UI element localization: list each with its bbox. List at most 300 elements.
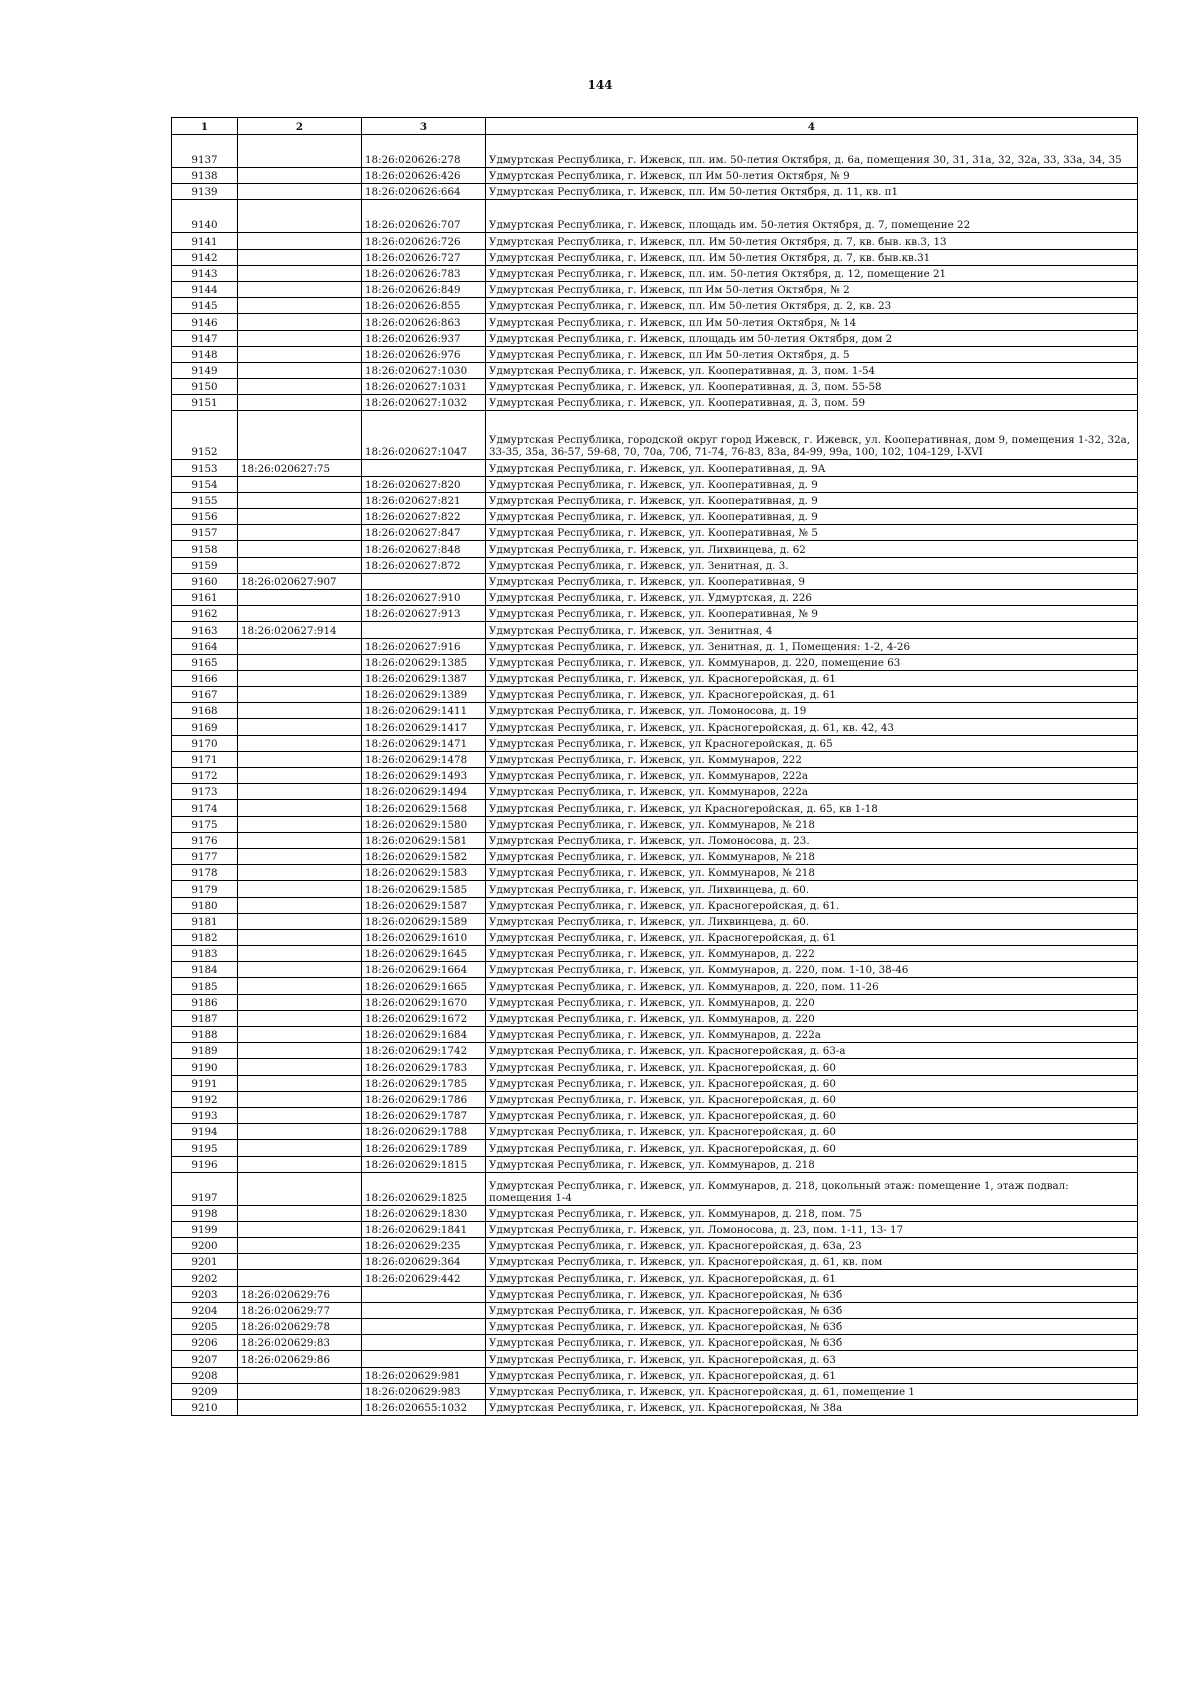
parcel-number-cell [238, 719, 362, 735]
row-number-cell: 9155 [172, 492, 238, 508]
table-row [172, 865, 1138, 881]
parcel-number-cell [238, 800, 362, 816]
cadastral-number-cell: 18:26:020627:821 [362, 492, 486, 508]
row-number-cell: 9182 [172, 929, 238, 945]
cadastral-number-cell [362, 1319, 486, 1335]
cadastral-number-cell [362, 1302, 486, 1318]
parcel-number-cell [238, 994, 362, 1010]
table-row [172, 881, 1138, 897]
row-number-cell: 9174 [172, 800, 238, 816]
cadastral-number-cell: 18:26:020629:442 [362, 1270, 486, 1286]
row-number-cell: 9202 [172, 1270, 238, 1286]
parcel-number-cell [238, 1238, 362, 1254]
address-cell: Удмуртская Республика, г. Ижевск, ул. Красногеройская, д. 60 [486, 1091, 1138, 1107]
address-cell: Удмуртская Республика, г. Ижевск, ул. Кооперативная, д. 3, пом. 59 [486, 395, 1138, 411]
parcel-number-cell [238, 379, 362, 395]
cadastral-number-cell: 18:26:020629:1787 [362, 1107, 486, 1123]
address-cell: Удмуртская Республика, г. Ижевск, ул. Коммунаров, 222а [486, 784, 1138, 800]
cadastral-number-cell: 18:26:020629:1493 [362, 768, 486, 784]
cadastral-number-cell: 18:26:020629:364 [362, 1254, 486, 1270]
cadastral-number-cell: 18:26:020629:1664 [362, 962, 486, 978]
parcel-number-cell [238, 314, 362, 330]
cadastral-number-cell: 18:26:020629:1582 [362, 848, 486, 864]
table-row [172, 832, 1138, 848]
address-cell: Удмуртская Республика, г. Ижевск, ул. Красногеройская, № 63б [486, 1335, 1138, 1351]
address-cell: Удмуртская Республика, г. Ижевск, пл. им. 50-летия Октября, д. 12, помещение 21 [486, 265, 1138, 281]
table-row [172, 379, 1138, 395]
cadastral-number-cell: 18:26:020629:1684 [362, 1027, 486, 1043]
parcel-number-cell [238, 184, 362, 200]
address-cell: Удмуртская Республика, г. Ижевск, ул. Красногеройская, д. 63-а [486, 1043, 1138, 1059]
row-number-cell: 9187 [172, 1010, 238, 1026]
cadastral-number-cell: 18:26:020629:1825 [362, 1172, 486, 1205]
address-cell: Удмуртская Республика, г. Ижевск, площадь им. 50-летия Октября, д. 7, помещение 22 [486, 200, 1138, 233]
parcel-number-cell [238, 1107, 362, 1123]
row-number-cell: 9196 [172, 1156, 238, 1172]
parcel-number-cell [238, 541, 362, 557]
parcel-number-cell [238, 362, 362, 378]
cadastral-number-cell: 18:26:020629:1478 [362, 751, 486, 767]
address-cell: Удмуртская Республика, г. Ижевск, ул. Красногеройская, № 63б [486, 1302, 1138, 1318]
parcel-number-cell [238, 816, 362, 832]
table-row [172, 1075, 1138, 1091]
row-number-cell: 9200 [172, 1238, 238, 1254]
table-row [172, 330, 1138, 346]
address-cell: Удмуртская Республика, г. Ижевск, ул. Красногеройская, д. 61, помещение 1 [486, 1383, 1138, 1399]
parcel-number-cell [238, 784, 362, 800]
address-cell: Удмуртская Республика, г. Ижевск, ул. Красногеройская, д. 63 [486, 1351, 1138, 1367]
table-body [172, 135, 1138, 1416]
parcel-number-cell [238, 1140, 362, 1156]
row-number-cell: 9170 [172, 735, 238, 751]
parcel-number-cell [238, 897, 362, 913]
parcel-number-cell [238, 298, 362, 314]
address-cell: Удмуртская Республика, г. Ижевск, ул. Коммунаров, д. 222а [486, 1027, 1138, 1043]
table-row [172, 1302, 1138, 1318]
cadastral-number-cell: 18:26:020627:820 [362, 476, 486, 492]
parcel-number-cell [238, 1156, 362, 1172]
table-row [172, 1027, 1138, 1043]
cadastral-number-cell: 18:26:020629:1385 [362, 654, 486, 670]
address-cell: Удмуртская Республика, г. Ижевск, ул. Лихвинцева, д. 60. [486, 913, 1138, 929]
cadastral-number-cell: 18:26:020629:1417 [362, 719, 486, 735]
parcel-number-cell [238, 703, 362, 719]
address-cell: Удмуртская Республика, г. Ижевск, ул. Коммунаров, д. 220 [486, 1010, 1138, 1026]
cadastral-number-cell [362, 1351, 486, 1367]
table-row [172, 1091, 1138, 1107]
table-row [172, 557, 1138, 573]
address-cell: Удмуртская Республика, г. Ижевск, ул. Ломоносова, д. 19 [486, 703, 1138, 719]
cadastral-number-cell: 18:26:020629:983 [362, 1383, 486, 1399]
row-number-cell: 9158 [172, 541, 238, 557]
cadastral-number-cell: 18:26:020629:981 [362, 1367, 486, 1383]
address-cell: Удмуртская Республика, г. Ижевск, пл Им 50-летия Октября, № 14 [486, 314, 1138, 330]
cadastral-number-cell [362, 1286, 486, 1302]
table-row [172, 525, 1138, 541]
parcel-number-cell [238, 135, 362, 168]
address-cell: Удмуртская Республика, г. Ижевск, ул. Красногеройская, д. 60 [486, 1107, 1138, 1123]
cadastral-number-cell: 18:26:020626:707 [362, 200, 486, 233]
address-cell: Удмуртская Республика, г. Ижевск, ул. Красногеройская, д. 61, кв. пом [486, 1254, 1138, 1270]
row-number-cell: 9165 [172, 654, 238, 670]
parcel-number-cell [238, 265, 362, 281]
address-cell: Удмуртская Республика, г. Ижевск, ул. Кооперативная, д. 9 [486, 492, 1138, 508]
address-cell: Удмуртская Республика, г. Ижевск, ул. Красногеройская, д. 60 [486, 1140, 1138, 1156]
parcel-number-cell [238, 233, 362, 249]
row-number-cell: 9210 [172, 1399, 238, 1415]
table-row [172, 281, 1138, 297]
row-number-cell: 9189 [172, 1043, 238, 1059]
parcel-number-cell [238, 962, 362, 978]
row-number-cell: 9206 [172, 1335, 238, 1351]
row-number-cell: 9160 [172, 573, 238, 589]
column-header-3: 3 [362, 118, 486, 135]
row-number-cell: 9150 [172, 379, 238, 395]
cadastral-number-cell: 18:26:020629:1742 [362, 1043, 486, 1059]
row-number-cell: 9140 [172, 200, 238, 233]
cadastral-number-cell: 18:26:020629:1471 [362, 735, 486, 751]
address-cell: Удмуртская Республика, г. Ижевск, площадь им 50-летия Октября, дом 2 [486, 330, 1138, 346]
address-cell: Удмуртская Республика, г. Ижевск, ул. Коммунаров, д. 222 [486, 946, 1138, 962]
row-number-cell: 9144 [172, 281, 238, 297]
parcel-number-cell [238, 1059, 362, 1075]
cadastral-number-cell: 18:26:020629:1788 [362, 1124, 486, 1140]
address-cell: Удмуртская Республика, г. Ижевск, ул. Кооперативная, д. 9 [486, 476, 1138, 492]
row-number-cell: 9207 [172, 1351, 238, 1367]
table-row [172, 751, 1138, 767]
table-row [172, 314, 1138, 330]
address-cell: Удмуртская Республика, г. Ижевск, ул. Красногеройская, д. 61 [486, 1367, 1138, 1383]
address-cell: Удмуртская Республика, г. Ижевск, ул. Коммунаров, 222а [486, 768, 1138, 784]
parcel-number-cell: 18:26:020629:76 [238, 1286, 362, 1302]
address-cell: Удмуртская Республика, г. Ижевск, ул. Красногеройская, д. 61, кв. 42, 43 [486, 719, 1138, 735]
parcel-number-cell [238, 1383, 362, 1399]
parcel-number-cell [238, 168, 362, 184]
cadastral-number-cell: 18:26:020629:1411 [362, 703, 486, 719]
table-row [172, 395, 1138, 411]
page-number: 144 [587, 78, 613, 92]
table-row [172, 1383, 1138, 1399]
table-row [172, 1351, 1138, 1367]
address-cell: Удмуртская Республика, г. Ижевск, ул. Ломоносова, д. 23, пом. 1-11, 13- 17 [486, 1221, 1138, 1237]
parcel-number-cell [238, 751, 362, 767]
row-number-cell: 9167 [172, 687, 238, 703]
cadastral-number-cell: 18:26:020626:783 [362, 265, 486, 281]
cadastral-number-cell: 18:26:020627:1031 [362, 379, 486, 395]
table-row [172, 848, 1138, 864]
table-row [172, 541, 1138, 557]
parcel-number-cell [238, 1091, 362, 1107]
parcel-number-cell [238, 1254, 362, 1270]
cadastral-number-cell: 18:26:020629:1610 [362, 929, 486, 945]
cadastral-number-cell: 18:26:020627:847 [362, 525, 486, 541]
row-number-cell: 9186 [172, 994, 238, 1010]
table-row [172, 200, 1138, 233]
address-cell: Удмуртская Республика, г. Ижевск, ул. Кооперативная, 9 [486, 573, 1138, 589]
address-cell: Удмуртская Республика, городской округ город Ижевск, г. Ижевск, ул. Кооперативная, дом 9, помещения 1-32, 32а, 33-35, 35а, 36-57, 59-68, 70, 70а, 70б, 71-74, 76-83, 83а, 84-99, 99а, 100, 102, 104-129, I-XVI [486, 411, 1138, 460]
table-row [172, 298, 1138, 314]
parcel-number-cell [238, 946, 362, 962]
table-row [172, 1124, 1138, 1140]
table-row [172, 1172, 1138, 1205]
cadastral-number-cell: 18:26:020629:1389 [362, 687, 486, 703]
row-number-cell: 9162 [172, 606, 238, 622]
address-cell: Удмуртская Республика, г. Ижевск, ул. Коммунаров, № 218 [486, 816, 1138, 832]
row-number-cell: 9141 [172, 233, 238, 249]
address-cell: Удмуртская Республика, г. Ижевск, ул. Кооперативная, д. 9 [486, 509, 1138, 525]
cadastral-number-cell: 18:26:020629:1786 [362, 1091, 486, 1107]
parcel-number-cell: 18:26:020629:83 [238, 1335, 362, 1351]
table-row [172, 1335, 1138, 1351]
row-number-cell: 9151 [172, 395, 238, 411]
address-cell: Удмуртская Республика, г. Ижевск, ул. Коммунаров, д. 220, пом. 1-10, 38-46 [486, 962, 1138, 978]
parcel-number-cell [238, 768, 362, 784]
parcel-number-cell [238, 281, 362, 297]
row-number-cell: 9179 [172, 881, 238, 897]
cadastral-number-cell: 18:26:020629:1815 [362, 1156, 486, 1172]
parcel-number-cell [238, 638, 362, 654]
address-cell: Удмуртская Республика, г. Ижевск, ул. Ломоносова, д. 23. [486, 832, 1138, 848]
row-number-cell: 9181 [172, 913, 238, 929]
address-cell: Удмуртская Республика, г. Ижевск, ул. Удмуртская, д. 226 [486, 589, 1138, 605]
table-row [172, 913, 1138, 929]
parcel-number-cell [238, 509, 362, 525]
cadastral-number-cell: 18:26:020627:872 [362, 557, 486, 573]
parcel-number-cell [238, 978, 362, 994]
table-row [172, 1238, 1138, 1254]
parcel-number-cell [238, 929, 362, 945]
address-cell: Удмуртская Республика, г. Ижевск, ул Красногеройская, д. 65 [486, 735, 1138, 751]
cadastral-number-cell: 18:26:020627:1047 [362, 411, 486, 460]
cadastral-number-cell: 18:26:020629:1581 [362, 832, 486, 848]
table-row [172, 249, 1138, 265]
registry-table [171, 117, 1138, 1416]
cadastral-number-cell: 18:26:020627:910 [362, 589, 486, 605]
table-row [172, 897, 1138, 913]
row-number-cell: 9178 [172, 865, 238, 881]
table-row [172, 1270, 1138, 1286]
address-cell: Удмуртская Республика, г. Ижевск, ул. Коммунаров, д. 220, пом. 11-26 [486, 978, 1138, 994]
address-cell: Удмуртская Республика, г. Ижевск, пл Им 50-летия Октября, № 2 [486, 281, 1138, 297]
row-number-cell: 9188 [172, 1027, 238, 1043]
row-number-cell: 9180 [172, 897, 238, 913]
row-number-cell: 9184 [172, 962, 238, 978]
cadastral-number-cell: 18:26:020629:1665 [362, 978, 486, 994]
row-number-cell: 9153 [172, 460, 238, 476]
table-row [172, 719, 1138, 735]
address-cell: Удмуртская Республика, г. Ижевск, ул. Красногеройская, № 63б [486, 1286, 1138, 1302]
row-number-cell: 9156 [172, 509, 238, 525]
parcel-number-cell [238, 492, 362, 508]
address-cell: Удмуртская Республика, г. Ижевск, пл Им 50-летия Октября, д. 5 [486, 346, 1138, 362]
address-cell: Удмуртская Республика, г. Ижевск, ул. Коммунаров, № 218 [486, 865, 1138, 881]
parcel-number-cell [238, 687, 362, 703]
address-cell: Удмуртская Республика, г. Ижевск, ул. Коммунаров, д. 218 [486, 1156, 1138, 1172]
row-number-cell: 9145 [172, 298, 238, 314]
parcel-number-cell [238, 1027, 362, 1043]
parcel-number-cell [238, 1205, 362, 1221]
table-row [172, 816, 1138, 832]
row-number-cell: 9204 [172, 1302, 238, 1318]
table-row [172, 670, 1138, 686]
parcel-number-cell [238, 330, 362, 346]
table-row [172, 638, 1138, 654]
parcel-number-cell: 18:26:020627:75 [238, 460, 362, 476]
address-cell: Удмуртская Республика, г. Ижевск, ул. Зенитная, 4 [486, 622, 1138, 638]
cadastral-number-cell: 18:26:020626:727 [362, 249, 486, 265]
row-number-cell: 9176 [172, 832, 238, 848]
parcel-number-cell [238, 1367, 362, 1383]
row-number-cell: 9194 [172, 1124, 238, 1140]
parcel-number-cell: 18:26:020629:78 [238, 1319, 362, 1335]
cadastral-number-cell: 18:26:020629:1587 [362, 897, 486, 913]
cadastral-number-cell: 18:26:020629:1783 [362, 1059, 486, 1075]
row-number-cell: 9147 [172, 330, 238, 346]
address-cell: Удмуртская Республика, г. Ижевск, пл. Им 50-летия Октября, д. 7, кв. быв. кв.3, 13 [486, 233, 1138, 249]
row-number-cell: 9203 [172, 1286, 238, 1302]
parcel-number-cell [238, 865, 362, 881]
parcel-number-cell: 18:26:020629:86 [238, 1351, 362, 1367]
cadastral-number-cell [362, 622, 486, 638]
table-row [172, 476, 1138, 492]
row-number-cell: 9191 [172, 1075, 238, 1091]
table-row [172, 589, 1138, 605]
table-row [172, 1156, 1138, 1172]
address-cell: Удмуртская Республика, г. Ижевск, пл. Им 50-летия Октября, д. 2, кв. 23 [486, 298, 1138, 314]
table-row [172, 703, 1138, 719]
address-cell: Удмуртская Республика, г. Ижевск, ул. Коммунаров, д. 220, помещение 63 [486, 654, 1138, 670]
parcel-number-cell [238, 346, 362, 362]
address-cell: Удмуртская Республика, г. Ижевск, ул. Кооперативная, № 9 [486, 606, 1138, 622]
row-number-cell: 9163 [172, 622, 238, 638]
column-header-2: 2 [238, 118, 362, 135]
address-cell: Удмуртская Республика, г. Ижевск, пл. Им 50-летия Октября, д. 11, кв. п1 [486, 184, 1138, 200]
parcel-number-cell [238, 525, 362, 541]
cadastral-number-cell: 18:26:020626:976 [362, 346, 486, 362]
cadastral-number-cell: 18:26:020629:1789 [362, 1140, 486, 1156]
column-header-1: 1 [172, 118, 238, 135]
table-row [172, 735, 1138, 751]
table-row [172, 1286, 1138, 1302]
address-cell: Удмуртская Республика, г. Ижевск, ул. Лихвинцева, д. 62 [486, 541, 1138, 557]
row-number-cell: 9175 [172, 816, 238, 832]
parcel-number-cell [238, 1399, 362, 1415]
table-row [172, 460, 1138, 476]
row-number-cell: 9137 [172, 135, 238, 168]
row-number-cell: 9138 [172, 168, 238, 184]
parcel-number-cell [238, 735, 362, 751]
cadastral-number-cell: 18:26:020629:1585 [362, 881, 486, 897]
table-row [172, 1254, 1138, 1270]
table-row [172, 1319, 1138, 1335]
cadastral-number-cell: 18:26:020627:916 [362, 638, 486, 654]
table-row [172, 168, 1138, 184]
row-number-cell: 9185 [172, 978, 238, 994]
parcel-number-cell [238, 589, 362, 605]
address-cell: Удмуртская Республика, г. Ижевск, ул. Лихвинцева, д. 60. [486, 881, 1138, 897]
row-number-cell: 9139 [172, 184, 238, 200]
parcel-number-cell [238, 557, 362, 573]
cadastral-number-cell: 18:26:020629:1589 [362, 913, 486, 929]
cadastral-number-cell: 18:26:020629:235 [362, 1238, 486, 1254]
table-row [172, 1010, 1138, 1026]
table-row [172, 946, 1138, 962]
table-row [172, 1059, 1138, 1075]
table-row [172, 509, 1138, 525]
table-row [172, 978, 1138, 994]
cadastral-number-cell: 18:26:020629:1841 [362, 1221, 486, 1237]
cadastral-number-cell: 18:26:020626:278 [362, 135, 486, 168]
address-cell: Удмуртская Республика, г. Ижевск, ул. Кооперативная, д. 3, пом. 1-54 [486, 362, 1138, 378]
address-cell: Удмуртская Республика, г. Ижевск, пл Им 50-летия Октября, № 9 [486, 168, 1138, 184]
cadastral-number-cell [362, 460, 486, 476]
parcel-number-cell [238, 848, 362, 864]
table-row [172, 962, 1138, 978]
address-cell: Удмуртская Республика, г. Ижевск, пл. Им 50-летия Октября, д. 7, кв. быв.кв.31 [486, 249, 1138, 265]
parcel-number-cell [238, 1221, 362, 1237]
address-cell: Удмуртская Республика, г. Ижевск, ул. Красногеройская, № 38а [486, 1399, 1138, 1415]
row-number-cell: 9168 [172, 703, 238, 719]
row-number-cell: 9209 [172, 1383, 238, 1399]
parcel-number-cell [238, 1010, 362, 1026]
cadastral-number-cell: 18:26:020626:855 [362, 298, 486, 314]
address-cell: Удмуртская Республика, г. Ижевск, ул. Красногеройская, д. 60 [486, 1124, 1138, 1140]
table-row [172, 994, 1138, 1010]
cadastral-number-cell: 18:26:020627:913 [362, 606, 486, 622]
parcel-number-cell [238, 913, 362, 929]
table-row [172, 184, 1138, 200]
parcel-number-cell [238, 249, 362, 265]
address-cell: Удмуртская Республика, г. Ижевск, ул. Коммунаров, д. 218, цокольный этаж: помещение 1, этаж подвал: помещения 1-4 [486, 1172, 1138, 1205]
row-number-cell: 9192 [172, 1091, 238, 1107]
address-cell: Удмуртская Республика, г. Ижевск, ул. Красногеройская, д. 61. [486, 897, 1138, 913]
parcel-number-cell: 18:26:020629:77 [238, 1302, 362, 1318]
table-row [172, 1205, 1138, 1221]
cadastral-number-cell: 18:26:020627:822 [362, 509, 486, 525]
row-number-cell: 9164 [172, 638, 238, 654]
cadastral-number-cell: 18:26:020629:1580 [362, 816, 486, 832]
address-cell: Удмуртская Республика, г. Ижевск, ул. Коммунаров, № 218 [486, 848, 1138, 864]
parcel-number-cell [238, 411, 362, 460]
table-row [172, 1043, 1138, 1059]
address-cell: Удмуртская Республика, г. Ижевск, ул. Коммунаров, д. 220 [486, 994, 1138, 1010]
table-row [172, 1140, 1138, 1156]
address-cell: Удмуртская Республика, г. Ижевск, ул. Коммунаров, д. 218, пом. 75 [486, 1205, 1138, 1221]
address-cell: Удмуртская Республика, г. Ижевск, ул. Кооперативная, № 5 [486, 525, 1138, 541]
row-number-cell: 9199 [172, 1221, 238, 1237]
parcel-number-cell [238, 200, 362, 233]
table-row [172, 1107, 1138, 1123]
row-number-cell: 9157 [172, 525, 238, 541]
table-header [172, 118, 1138, 135]
row-number-cell: 9149 [172, 362, 238, 378]
row-number-cell: 9198 [172, 1205, 238, 1221]
parcel-number-cell: 18:26:020627:914 [238, 622, 362, 638]
parcel-number-cell [238, 654, 362, 670]
row-number-cell: 9190 [172, 1059, 238, 1075]
table-row [172, 135, 1138, 168]
row-number-cell: 9161 [172, 589, 238, 605]
address-cell: Удмуртская Республика, г. Ижевск, ул. Красногеройская, № 63б [486, 1319, 1138, 1335]
cadastral-number-cell: 18:26:020629:1583 [362, 865, 486, 881]
address-cell: Удмуртская Республика, г. Ижевск, ул. Красногеройская, д. 63а, 23 [486, 1238, 1138, 1254]
row-number-cell: 9201 [172, 1254, 238, 1270]
cadastral-number-cell: 18:26:020627:848 [362, 541, 486, 557]
cadastral-number-cell [362, 573, 486, 589]
row-number-cell: 9154 [172, 476, 238, 492]
address-cell: Удмуртская Республика, г. Ижевск, ул. Зенитная, д. 1, Помещения: 1-2, 4-26 [486, 638, 1138, 654]
row-number-cell: 9166 [172, 670, 238, 686]
